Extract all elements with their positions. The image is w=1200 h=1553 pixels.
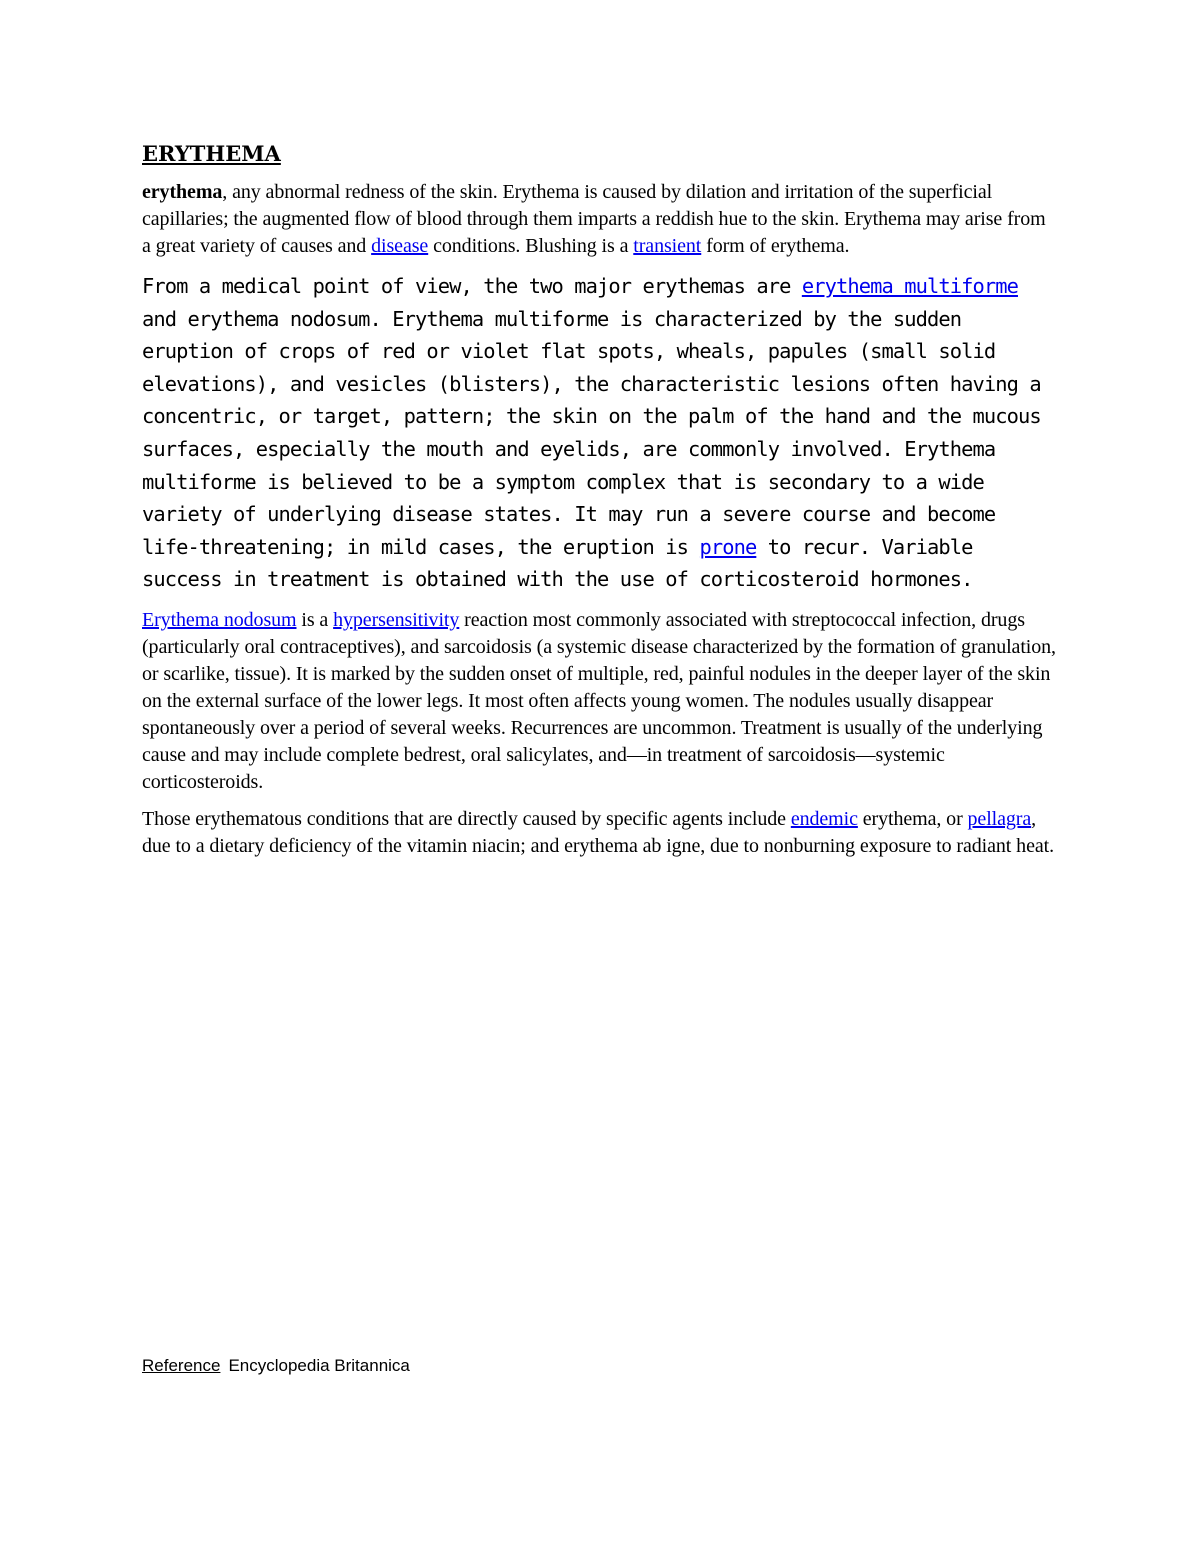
link-hypersensitivity[interactable]: hypersensitivity xyxy=(333,608,460,631)
paragraph-text: Those erythematous conditions that are directly caused by specific agents include xyxy=(142,807,791,830)
link-pellagra[interactable]: pellagra xyxy=(967,807,1032,830)
page-title: ERYTHEMA xyxy=(142,141,281,166)
paragraph-text: is a xyxy=(296,608,334,631)
paragraph-specific-agents xyxy=(142,806,1057,860)
link-endemic[interactable]: endemic xyxy=(790,807,858,830)
paragraph-text: to recur. Variable success in treatment is obtained with the use of corticosteroid hormones. xyxy=(142,534,973,592)
paragraph-text: From a medical point of view, the two major erythemas are xyxy=(142,274,802,298)
paragraph-major-erythemas xyxy=(142,270,1057,596)
link-disease[interactable]: disease xyxy=(371,235,429,257)
paragraph-text: form of erythema. xyxy=(701,235,850,257)
paragraph-text: and erythema nodosum. Erythema multiforme is characterized by the sudden eruption of crops of red or violet flat spots, wheals, papules (small solid elevations), and vesicles (blisters), the characteristic lesions often having a concentric, or target, pattern; the skin on the palm of the hand and the mucous surfaces, especially the mouth and eyelids, are commonly involved. Erythema multiforme is believed to be a symptom complex that is secondary to a wide variety of underlying disease states. It may run a severe course and become life-threatening; in mild cases, the eruption is xyxy=(142,306,1041,559)
document-body xyxy=(142,138,1057,870)
paragraph-text: conditions. Blushing is a xyxy=(428,235,634,257)
reference-label: Reference xyxy=(142,1356,221,1375)
paragraph-text: , any abnormal redness of the skin. Erythema is caused by dilation and irritation of the superficial capillaries; the augmented flow of blood through them imparts a reddish hue to the skin. Erythema may arise from a great variety of causes and xyxy=(142,181,1046,257)
link-transient[interactable]: transient xyxy=(633,235,702,257)
link-prone[interactable]: prone xyxy=(699,534,757,559)
paragraph-text: erythema, or xyxy=(857,807,968,830)
link-erythema-nodosum[interactable]: Erythema nodosum xyxy=(142,608,297,631)
term-erythema: erythema xyxy=(142,181,223,203)
paragraph-definition xyxy=(142,179,1057,260)
paragraph-text: reaction most commonly associated with streptococcal infection, drugs (particularly oral contraceptives), and sarcoidosis (a systemic disease characterized by the formation of granulation, or scarlike, tissue). It is marked by the sudden onset of multiple, red, painful nodules in the deeper layer of the skin on the external surface of the lower legs. It most often affects young women. The nodules usually disappear spontaneously over a period of several weeks. Recurrences are uncommon. Treatment is usually of the underlying cause and may include complete bedrest, oral salicylates, and—in treatment of sarcoidosis—systemic corticosteroids. xyxy=(142,608,1056,793)
paragraph-erythema-nodosum xyxy=(142,607,1057,796)
reference-source: Encyclopedia Britannica xyxy=(228,1356,410,1375)
paragraph-text: , due to a dietary deficiency of the vitamin niacin; and erythema ab igne, due to nonburning exposure to radiant heat. xyxy=(142,807,1054,857)
link-erythema-multiforme[interactable]: erythema multiforme xyxy=(801,274,1018,298)
reference-line xyxy=(142,1356,410,1376)
